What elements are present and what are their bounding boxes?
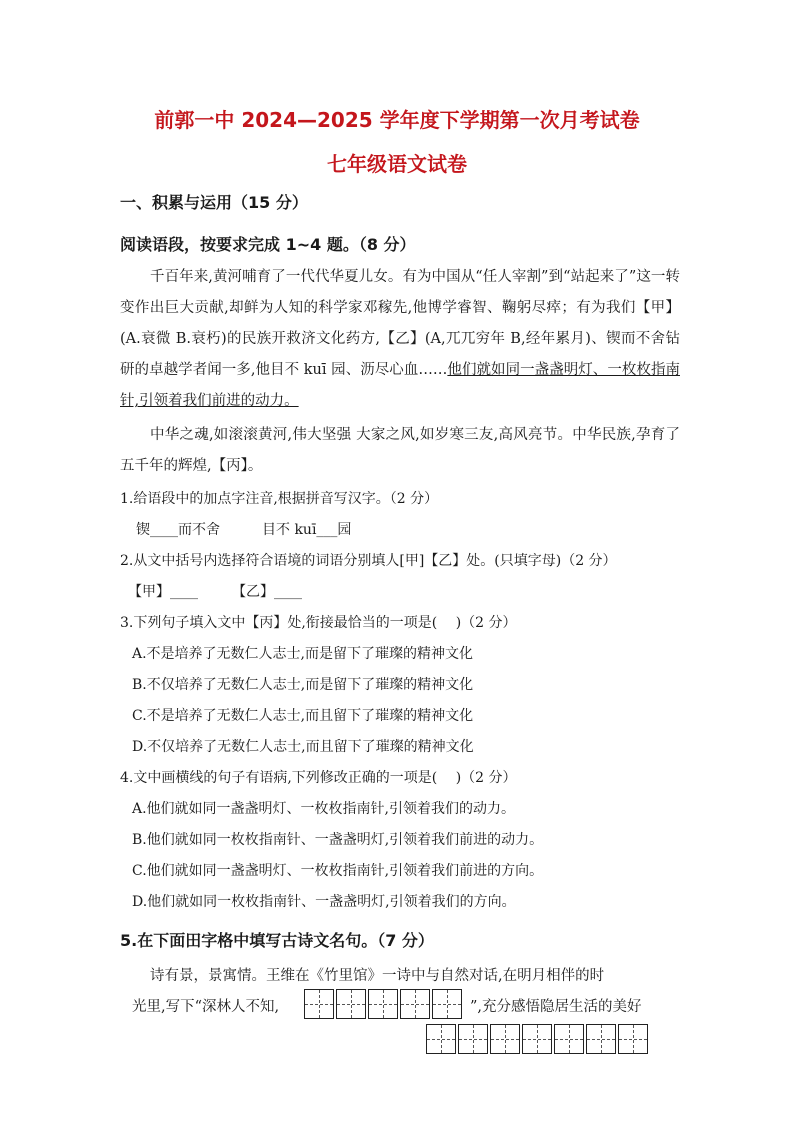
q4-option-a[interactable]: A.他们就如同一盏盏明灯、一枚枚指南针,引领着我们的动力。 xyxy=(132,801,516,817)
underlined-sentence: 他们就如同一盏盏明灯、一枚枚指南针,引领着我们前进的动力。 xyxy=(120,362,680,409)
q4-option-b[interactable]: B.他们就如同一枚枚指南针、一盏盏明灯,引领着我们前进的动力。 xyxy=(132,832,544,848)
reading-heading: 阅读语段，按要求完成 1~4 题。（8 分） xyxy=(120,235,416,254)
question-4: 4.文中画横线的句子有语病,下列修改正确的一项是( )（2 分） xyxy=(120,770,517,786)
tianzige-cell[interactable] xyxy=(554,1024,584,1054)
q2-blank-b[interactable]: 【乙】____ xyxy=(232,584,302,600)
passage-paragraph-1 xyxy=(120,262,680,417)
tianzige-grid-row-2[interactable] xyxy=(426,1024,650,1054)
tianzige-grid-row-1[interactable] xyxy=(304,989,464,1019)
q5-line-2a: 光里,写下“深林人不知, xyxy=(132,999,280,1015)
q5-line-1: 诗有景，景寓情。王维在《竹里馆》一诗中与自然对话,在明月相伴的时 xyxy=(150,968,605,984)
tianzige-cell[interactable] xyxy=(432,989,462,1019)
q1-blank-b[interactable]: 目不 kuī___园 xyxy=(262,522,352,538)
q3-option-b[interactable]: B.不仅培养了无数仁人志士,而是留下了璀璨的精神文化 xyxy=(132,677,474,693)
question-2: 2.从文中括号内选择符合语境的词语分别填人[甲]【乙】处。(只填字母)（2 分） xyxy=(120,553,617,569)
question-3: 3.下列句子填入文中【丙】处,衔接最恰当的一项是( )（2 分） xyxy=(120,615,517,631)
tianzige-cell[interactable] xyxy=(304,989,334,1019)
q3-option-d[interactable]: D.不仅培养了无数仁人志士,而且留下了璀璨的精神文化 xyxy=(132,739,474,755)
tianzige-cell[interactable] xyxy=(336,989,366,1019)
q3-option-a[interactable]: A.不是培养了无数仁人志士,而是留下了璀璨的精神文化 xyxy=(132,646,474,662)
exam-title: 前郭一中 2024—2025 学年度下学期第一次月考试卷 xyxy=(154,108,640,132)
question-5-heading: 5.在下面田字格中填写古诗文名句。（7 分） xyxy=(120,931,434,950)
tianzige-cell[interactable] xyxy=(586,1024,616,1054)
tianzige-cell[interactable] xyxy=(426,1024,456,1054)
tianzige-cell[interactable] xyxy=(618,1024,648,1054)
q1-blank-a[interactable]: 锲____而不舍 xyxy=(136,522,220,538)
q5-line-2b: ”,充分感悟隐居生活的美好 xyxy=(470,999,642,1015)
tianzige-cell[interactable] xyxy=(400,989,430,1019)
tianzige-cell[interactable] xyxy=(458,1024,488,1054)
q2-blank-a[interactable]: 【甲】____ xyxy=(128,584,198,600)
tianzige-cell[interactable] xyxy=(522,1024,552,1054)
passage-paragraph-2: 中华之魂,如滚滚黄河,伟大坚强 大家之风,如岁寒三友,高风亮节。中华民族,孕育了五千年的辉煌,【丙】。 xyxy=(120,427,680,474)
q3-option-c[interactable]: C.不是培养了无数仁人志士,而且留下了璀璨的精神文化 xyxy=(132,708,474,724)
q4-option-d[interactable]: D.他们就如同一枚枚指南针、一盏盏明灯,引领着我们的方向。 xyxy=(132,894,516,910)
passage-text: 千百年来,黄河哺育了一代代华夏儿女。有为中国从“任人宰割”到“站起来了”这一转变作出巨大贡献,却鲜为人知的科学家邓稼先,他博学睿智、鞠躬尽瘁；有为我们【甲】(A.衰微 B.衰朽)的民族开救济文化药方,【乙】(A,兀兀穷年 B,经年累月)、锲而不舍钻研的卓越学者闻一多,他目不 kuī 园、沥尽心血…… xyxy=(120,269,680,378)
tianzige-cell[interactable] xyxy=(490,1024,520,1054)
tianzige-cell[interactable] xyxy=(368,989,398,1019)
q4-option-c[interactable]: C.他们就如同一盏盏明灯、一枚枚指南针,引领着我们前进的方向。 xyxy=(132,863,544,879)
exam-subtitle: 七年级语文试卷 xyxy=(327,152,467,176)
question-1: 1.给语段中的加点字注音,根据拼音写汉字。（2 分） xyxy=(120,491,439,507)
section-heading: 一、积累与运用（15 分） xyxy=(120,193,308,212)
